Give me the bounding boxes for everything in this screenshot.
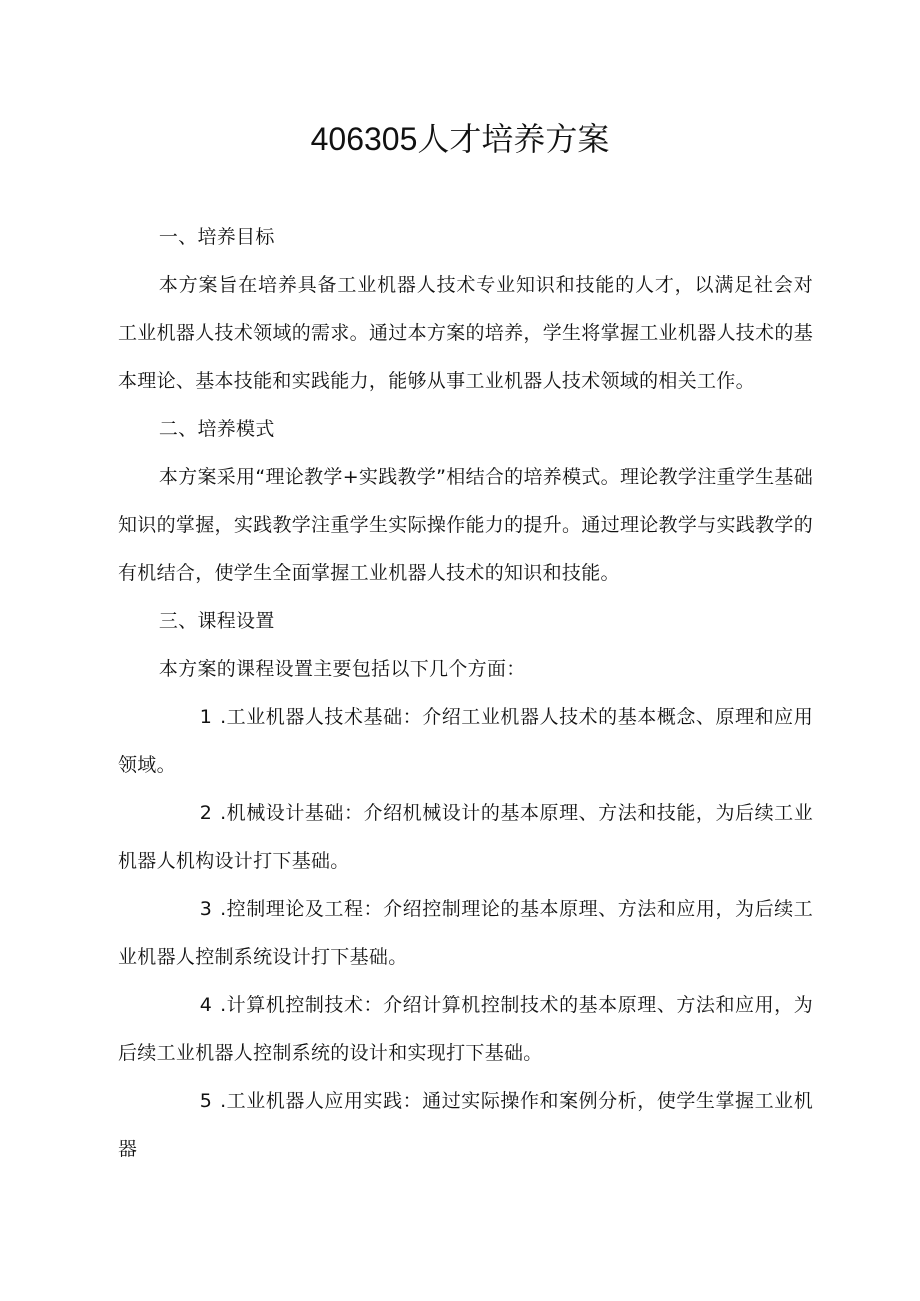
- list-item-number: 2: [199, 802, 213, 824]
- list-item-number: 1: [199, 706, 213, 728]
- list-item: [118, 693, 813, 789]
- list-item-number: 5: [199, 1090, 213, 1112]
- section-heading-course-setup: 三、课程设置: [158, 610, 275, 632]
- list-item-text: .机械设计基础：介绍机械设计的基本原理、方法和技能，为后续工业机器人机构设计打下基础。: [118, 802, 813, 872]
- document-body: [118, 213, 813, 1173]
- list-item-text: .控制理论及工程：介绍控制理论的基本原理、方法和应用，为后续工业机器人控制系统设计打下基础。: [118, 898, 813, 968]
- section-heading-training-mode: 二、培养模式: [158, 418, 275, 440]
- section-heading-training-goal: 一、培养目标: [158, 226, 275, 248]
- section-intro-course-setup: 本方案的课程设置主要包括以下几个方面：: [158, 658, 526, 680]
- list-item: [118, 789, 813, 885]
- list-item: [118, 981, 813, 1077]
- list-item-text: .工业机器人应用实践：通过实际操作和案例分析，使学生掌握工业机器: [118, 1090, 813, 1160]
- list-item: [118, 1077, 813, 1173]
- list-item: [118, 885, 813, 981]
- list-item-number: 4: [199, 994, 213, 1016]
- section-paragraph-training-goal: 本方案旨在培养具备工业机器人技术专业知识和技能的人才，以满足社会对工业机器人技术领域的需求。通过本方案的培养，学生将掌握工业机器人技术的基本理论、基本技能和实践能力，能够从事工业机器人技术领域的相关工作。: [118, 274, 813, 392]
- list-item-number: 3: [199, 898, 213, 920]
- list-item-text: .工业机器人技术基础：介绍工业机器人技术的基本概念、原理和应用领域。: [118, 706, 813, 776]
- page-title: 406305人才培养方案: [310, 121, 610, 157]
- section-paragraph-training-mode: 本方案采用“理论教学+实践教学”相结合的培养模式。理论教学注重学生基础知识的掌握，实践教学注重学生实际操作能力的提升。通过理论教学与实践教学的有机结合，使学生全面掌握工业机器人技术的知识和技能。: [118, 466, 813, 584]
- list-item-text: .计算机控制技术：介绍计算机控制技术的基本原理、方法和应用，为后续工业机器人控制系统的设计和实现打下基础。: [118, 994, 813, 1064]
